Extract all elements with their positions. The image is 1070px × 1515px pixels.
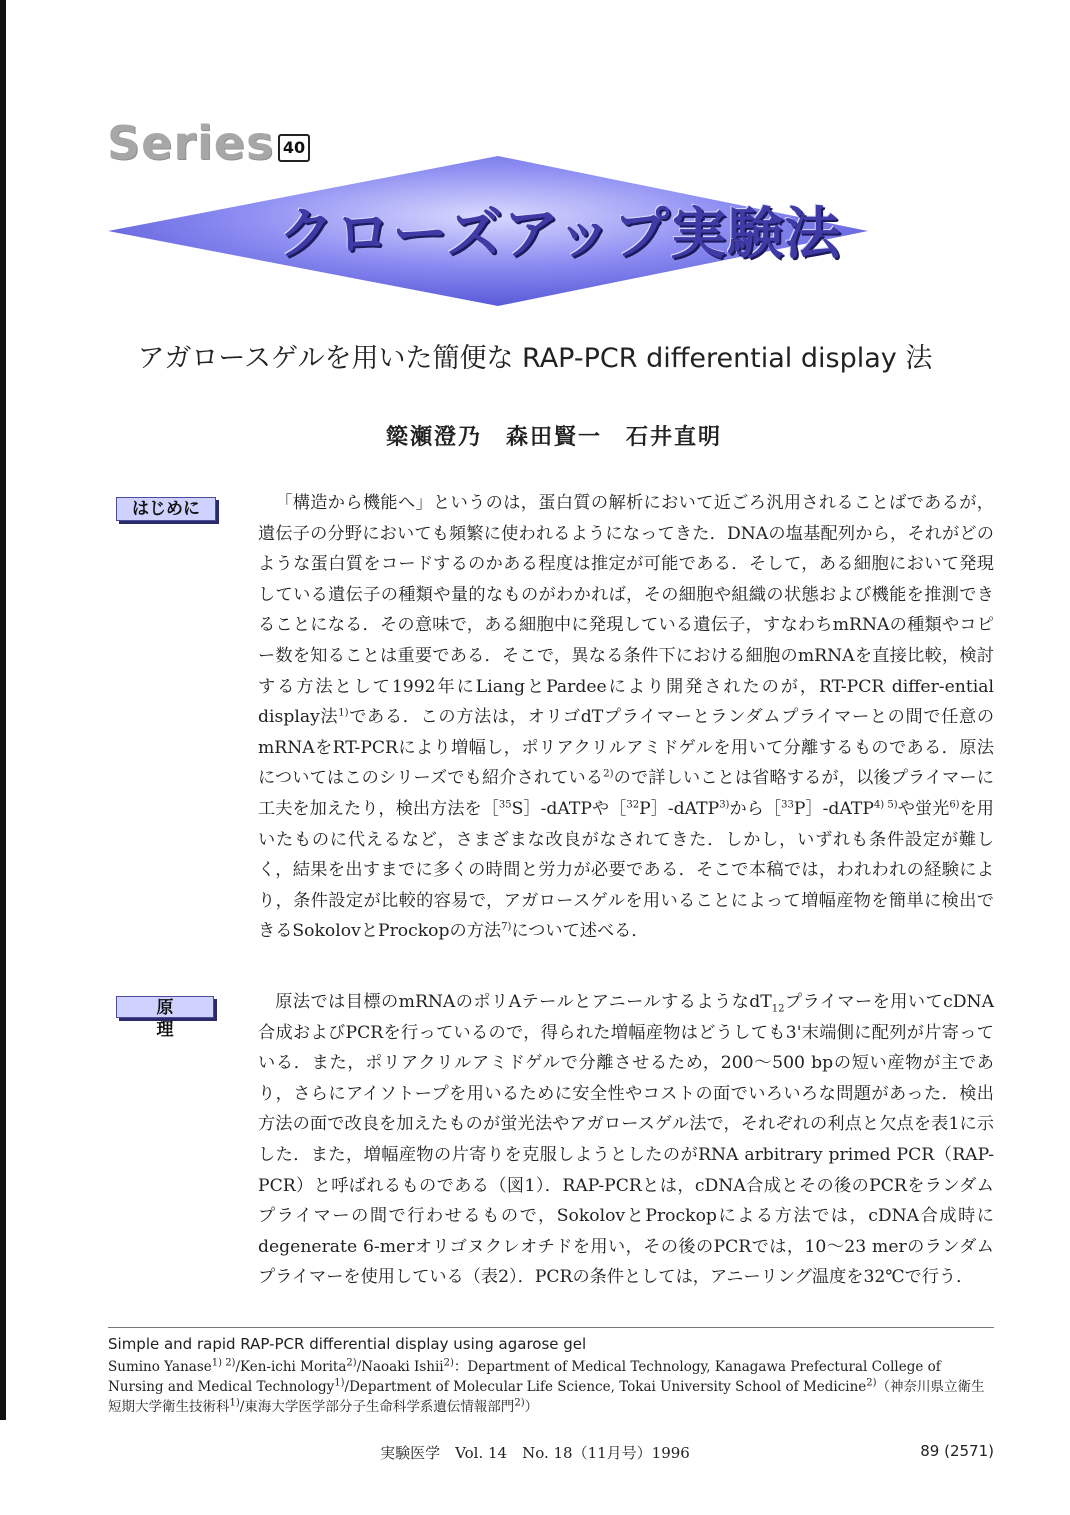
article-authors: 簗瀬澄乃 森田賢一 石井直明 xyxy=(385,425,722,450)
section-label-introduction: はじめに xyxy=(116,497,216,521)
article-title: アガロースゲルを用いた簡便な RAP-PCR differential display 法 xyxy=(137,343,933,374)
introduction-paragraph: 「構造から機能へ」というのは，蛋白質の解析において近ごろ汎用されることばであるが，遺伝子の分野においても頻繁に使われるようになってきた．DNAの塩基配列から，それがどのような蛋白質をコードするのかある程度は推定が可能である．そして，ある細胞において発現している遺伝子の種類や量的なものがわかれば，その細胞や組織の状態および機能を推測できることになる．その意味で，ある細胞中に発現している遺伝子，すなわちmRNAの種類やコピー数を知ることは重要である．そこで，異なる条件下における細胞のmRNAを直接比較，検討する方法として1992年にLiangとPardeeにより開発されたのが，RT-PCR differ-ential display法$^{1)}$である．この方法は，オリゴdTプライマーとランダムプライマーとの間で任意のmRNAをRT-PCRにより増幅し，ポリアクリルアミドゲルを用いて分離するものである．原法についてはこのシリーズでも紹介されている$^{2)}$ので詳しいことは省略するが，以後プライマーに工夫を加えたり，検出方法を［$^{35}$S］-dATPや［$^{32}$P］-dATP$^{3)}$から［$^{33}$P］-dATP$^{4) 5)}$や蛍光$^{6)}$を用いたものに代えるなど，さまざまな改良がなされてきた．しかし，いずれも条件設定が難しく，結果を出すまでに多くの時間と労力が必要である．そこで本稿では，われわれの経験により，条件設定が比較的容易で，アガロースゲルを用いることによって増幅産物を簡単に検出できるSokolovとProckopの方法$^{7)}$について述べる． xyxy=(258,493,995,942)
english-title: Simple and rapid RAP-PCR differential display using agarose gel xyxy=(108,1335,587,1353)
left-margin-bar xyxy=(0,0,6,1420)
series-label: Series xyxy=(107,116,275,170)
page-number: 89 (2571) xyxy=(920,1442,994,1460)
banner-title: クローズアップ実験法 xyxy=(278,202,842,267)
series-number-badge: 40 xyxy=(278,134,310,162)
principle-paragraph: 原法では目標のmRNAのポリAテールとアニールするような$dT_{12}$プライマーを用いてcDNA合成およびPCRを行っているので，得られた増幅産物はどうしても3'末端側に配列が片寄っている．また，ポリアクリルアミドゲルで分離させるため，200～500 bpの短い産物が主であり，さらにアイソトープを用いるために安全性やコストの面でいろいろな問題があった．検出方法の面で改良を加えたものが蛍光法やアガロースゲル法で，それぞれの利点と欠点を表1に示した．また，増幅産物の片寄りを克服しようとしたのがRNA arbitrary primed PCR（RAP-PCR）と呼ばれるものである（図1）．RAP-PCRとは，cDNA合成とその後のPCRをランダムプライマーの間で行わせるもので，SokolovとProckopによる方法では，cDNA合成時にdegenerate 6-merオリゴヌクレオチドを用い，その後のPCRでは，10～23 merのランダムプライマーを使用している（表2）．PCRの条件としては，アニーリング温度を32℃で行う． xyxy=(258,992,995,1288)
author-affiliations: Sumino Yanase$^{1) 2)}$/Ken-ichi Morita$^{2)}$/Naoaki Ishii$^{2)}$：Department of Medical Technology, Kanagawa Prefectural College of Nursing and Medical Technology$^{1)}$/Department of Molecular Life Science, Tokai University School of Medicine$^{2)}$（神奈川県立衛生短期大学衛生技術科$^{1)}$/東海大学医学部分子生命科学系遺伝情報部門$^{2)}$） xyxy=(108,1357,985,1415)
footer-divider xyxy=(108,1327,994,1328)
journal-citation: 実験医学 Vol. 14 No. 18（11月号）1996 xyxy=(380,1444,690,1462)
section-label-principle: 原理 xyxy=(116,996,214,1018)
